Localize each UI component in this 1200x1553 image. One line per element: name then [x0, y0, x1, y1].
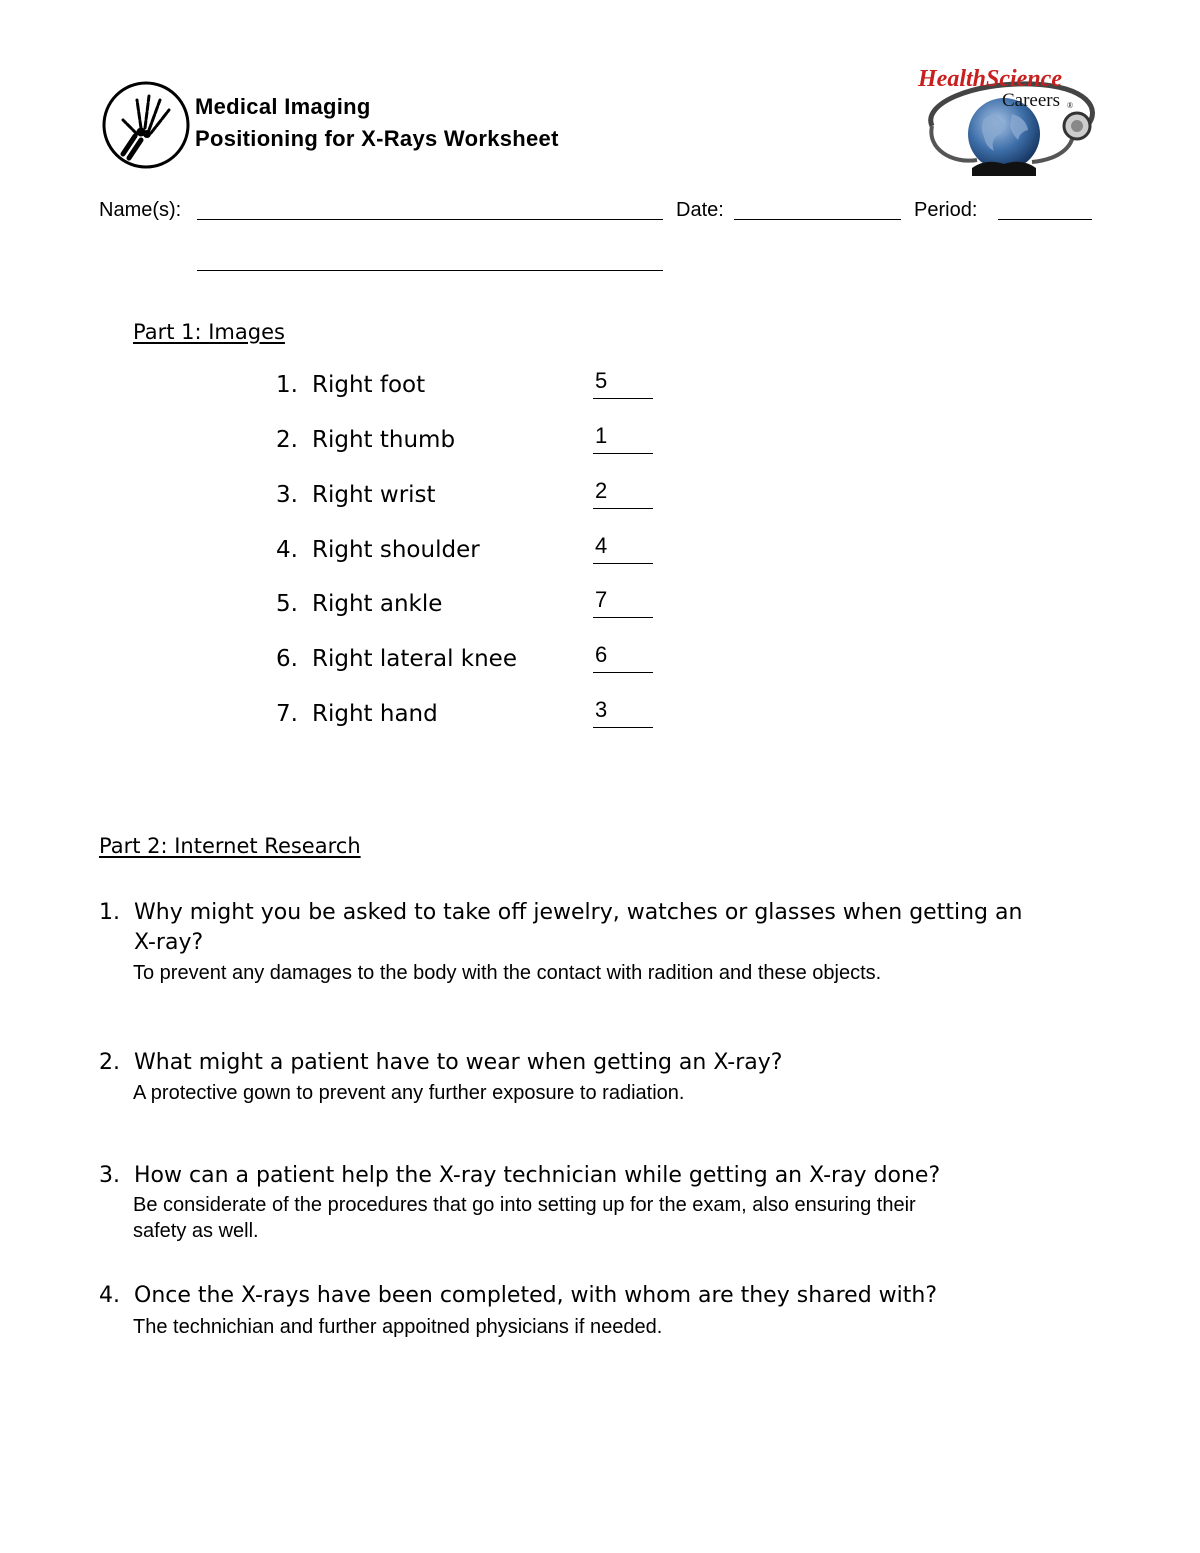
date-label: Date: [676, 199, 724, 221]
part1-item-label: Right lateral knee [312, 646, 517, 672]
question-text: What might a patient have to wear when getting an X-ray? [134, 1050, 783, 1075]
part1-item-answer[interactable]: 6 [595, 642, 608, 667]
part1-item-label: Right hand [312, 701, 438, 727]
part1-item-answer[interactable]: 4 [595, 533, 608, 558]
question-number: 4. [99, 1283, 120, 1308]
answer-blank [593, 672, 653, 673]
part1-item-number: 4. [276, 537, 298, 563]
logo-wordmark-health-science: HealthScience [918, 66, 1062, 92]
logo-trademark: ® [1067, 101, 1074, 110]
answer-text[interactable]: Be considerate of the procedures that go into setting up for the exam, also ensuring their [133, 1194, 916, 1216]
part1-item-label: Right wrist [312, 482, 436, 508]
part1-item-answer[interactable]: 7 [595, 587, 608, 612]
answer-blank [593, 453, 653, 454]
worksheet-title-line-1: Medical Imaging [195, 94, 371, 119]
question-text: Once the X-rays have been completed, with whom are they shared with? [134, 1283, 938, 1308]
names-label: Name(s): [99, 199, 182, 221]
worksheet-title-line-2: Positioning for X-Rays Worksheet [195, 126, 559, 151]
answer-blank [593, 508, 653, 509]
names-field-1[interactable] [197, 219, 663, 220]
question-number: 1. [99, 900, 120, 925]
question-text: Why might you be asked to take off jewelry, watches or glasses when getting an [134, 900, 1023, 925]
part1-item-number: 7. [276, 701, 298, 727]
part1-item-label: Right shoulder [312, 537, 480, 563]
answer-blank [593, 563, 653, 564]
period-label: Period: [914, 199, 978, 221]
part1-item-number: 2. [276, 427, 298, 453]
answer-blank [593, 617, 653, 618]
xray-hand-icon [101, 80, 191, 170]
question-text: How can a patient help the X-ray technician while getting an X-ray done? [134, 1163, 941, 1188]
logo-wordmark-careers: Careers [1002, 90, 1061, 111]
part1-item-number: 5. [276, 591, 298, 617]
question-number: 3. [99, 1163, 120, 1188]
names-field-2[interactable] [197, 270, 663, 271]
answer-text[interactable]: To prevent any damages to the body with the contact with radition and these objects. [133, 962, 882, 984]
part1-item-number: 6. [276, 646, 298, 672]
part1-item-label: Right thumb [312, 427, 456, 453]
question-text: X-ray? [134, 930, 204, 955]
date-field[interactable] [734, 219, 901, 220]
part1-item-answer[interactable]: 2 [595, 478, 608, 503]
part2-heading: Part 2: Internet Research [99, 834, 361, 858]
answer-blank [593, 727, 653, 728]
answer-blank [593, 398, 653, 399]
part1-item-number: 3. [276, 482, 298, 508]
answer-text[interactable]: The technichian and further appoitned physicians if needed. [133, 1316, 663, 1338]
answer-text[interactable]: safety as well. [133, 1220, 259, 1242]
part1-item-label: Right foot [312, 372, 426, 398]
health-science-careers-logo [912, 64, 1107, 184]
part1-item-label: Right ankle [312, 591, 443, 617]
answer-text[interactable]: A protective gown to prevent any further exposure to radiation. [133, 1082, 685, 1104]
part1-item-number: 1. [276, 372, 298, 398]
part1-item-answer[interactable]: 1 [595, 423, 608, 448]
part1-item-answer[interactable]: 5 [595, 368, 608, 393]
period-field[interactable] [998, 219, 1092, 220]
part1-heading: Part 1: Images [133, 320, 285, 344]
question-number: 2. [99, 1050, 120, 1075]
part1-item-answer[interactable]: 3 [595, 697, 608, 722]
